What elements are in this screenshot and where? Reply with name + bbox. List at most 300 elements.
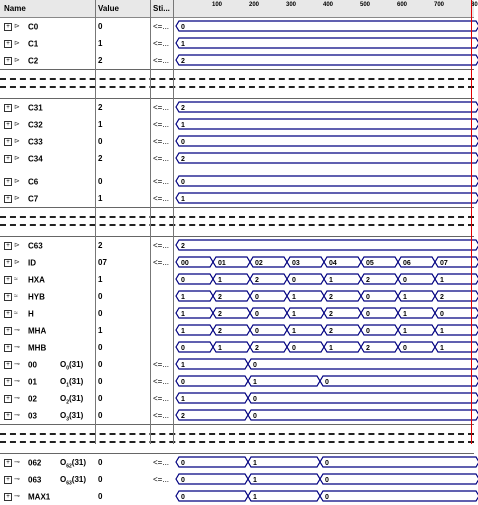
signal-waveform[interactable]	[174, 18, 474, 35]
signal-name-cell	[4, 373, 94, 390]
formula-symbol: O	[60, 394, 67, 403]
column-divider[interactable]	[95, 0, 96, 444]
signal-name-cell	[4, 52, 94, 69]
signal-name-cell	[4, 237, 94, 254]
waveform-value-label: 1	[181, 122, 185, 129]
signal-value: 07	[98, 258, 107, 267]
formula-symbol: O	[60, 377, 67, 386]
signal-name: C0	[28, 22, 39, 32]
signal-name-cell	[4, 407, 94, 424]
waveform-value-label: 0	[292, 277, 296, 284]
waveform-segment	[320, 376, 478, 386]
signal-name-cell	[4, 488, 94, 505]
formula-subscript: 63	[66, 480, 72, 487]
input-icon: ⊳	[14, 242, 20, 250]
stimulus-cell[interactable]: <=...	[153, 241, 170, 250]
timeline-tick-label: 100	[212, 2, 223, 8]
waveform-value-label: 2	[218, 294, 222, 301]
stimulus-cell[interactable]: <=...	[153, 103, 170, 112]
stimulus-cell[interactable]: <=...	[153, 56, 170, 65]
expand-toggle-icon[interactable]: +	[4, 361, 12, 369]
signal-name-cell	[4, 254, 94, 271]
signal-name-cell	[4, 150, 94, 167]
stimulus-cell[interactable]	[151, 322, 173, 339]
input-icon: ⊳	[14, 138, 20, 146]
signal-value: 2	[98, 56, 103, 65]
internal-icon: ≈	[14, 310, 18, 318]
signal-name-cell	[4, 173, 94, 190]
input-icon: ⊳	[14, 40, 20, 48]
waveform-segment	[320, 474, 478, 484]
signal-value: 2	[98, 154, 103, 163]
formula-argument: (31)	[69, 394, 84, 403]
signal-waveform[interactable]	[174, 190, 474, 207]
waveform-value-label: 0	[403, 277, 407, 284]
collapsed-signal-gap	[0, 69, 474, 99]
waveform-value-label: 2	[181, 105, 185, 112]
waveform-segment	[176, 176, 478, 186]
time-cursor[interactable]	[471, 0, 472, 444]
expand-toggle-icon[interactable]: +	[4, 104, 12, 112]
expand-toggle-icon[interactable]: +	[4, 155, 12, 163]
signal-name: 01	[28, 377, 37, 387]
output-icon: ⊸	[14, 476, 20, 484]
signal-name: C2	[28, 56, 39, 66]
formula-symbol: O	[60, 411, 67, 420]
signal-value: 0	[98, 411, 103, 420]
waveform-value-label: 0	[325, 494, 329, 501]
signal-waveform[interactable]	[174, 99, 474, 116]
formula-argument: (31)	[71, 458, 87, 467]
signal-name-cell	[4, 339, 94, 356]
waveform-segment	[248, 410, 478, 420]
stimulus-cell[interactable]	[151, 339, 173, 356]
waveform-value-label: 0	[253, 413, 257, 420]
timeline-ruler[interactable]	[174, 0, 478, 17]
gap-dashed-line	[0, 86, 474, 88]
signal-name-cell	[4, 322, 94, 339]
waveform-value-label: 0	[403, 345, 407, 352]
timeline-tick-label: 500	[360, 2, 371, 8]
waveform-segment	[248, 376, 320, 386]
waveform-segment	[176, 240, 478, 250]
expand-toggle-icon[interactable]: +	[4, 242, 12, 250]
formula-subscript: 62	[66, 463, 72, 470]
internal-icon: ≈	[14, 276, 18, 284]
waveform-value-label: 1	[253, 379, 257, 386]
stimulus-cell[interactable]: <=...	[153, 475, 170, 484]
collapsed-signal-gap	[0, 207, 474, 237]
signal-name: HXA	[28, 275, 45, 285]
signal-value: 2	[98, 241, 103, 250]
stimulus-cell[interactable]: <=...	[153, 22, 170, 31]
waveform-value-label: 2	[181, 58, 185, 65]
internal-icon: ≈	[14, 293, 18, 301]
waveform-value-label: 2	[218, 328, 222, 335]
waveform-value-label: 1	[218, 277, 222, 284]
waveform-value-label: 02	[255, 260, 263, 267]
waveform-value-label: 1	[440, 277, 444, 284]
signal-name-cell	[4, 99, 94, 116]
formula-subscript: 2	[66, 399, 70, 406]
waveform-segment	[320, 457, 478, 467]
signal-value: 0	[98, 492, 103, 501]
signal-name: 062	[28, 458, 42, 468]
waveform-value-label: 2	[366, 277, 370, 284]
signal-waveform[interactable]	[174, 173, 474, 190]
signal-value: 0	[98, 343, 103, 352]
waveform-value-label: 0	[181, 139, 185, 146]
signal-waveform[interactable]	[174, 356, 474, 373]
signal-value: 0	[98, 292, 103, 301]
output-icon: ⊸	[14, 493, 20, 501]
signal-waveform[interactable]	[174, 237, 474, 254]
stimulus-cell[interactable]: <=...	[153, 377, 170, 386]
output-icon: ⊸	[14, 412, 20, 420]
signal-name-cell	[4, 305, 94, 322]
waveform-value-label: 1	[440, 345, 444, 352]
signal-value: 1	[98, 194, 103, 203]
signal-name-cell	[4, 471, 94, 488]
waveform-value-label: 2	[181, 156, 185, 163]
signal-waveform[interactable]	[174, 52, 474, 69]
formula-subscript: 0	[66, 365, 70, 372]
waveform-value-label: 0	[440, 311, 444, 318]
expand-toggle-icon[interactable]: +	[4, 276, 12, 284]
waveform-segment	[248, 457, 320, 467]
waveform-value-label: 0	[181, 277, 185, 284]
waveform-segment	[248, 491, 320, 501]
expand-toggle-icon[interactable]: +	[4, 459, 12, 467]
input-icon: ⊳	[14, 178, 20, 186]
expand-toggle-icon[interactable]: +	[4, 195, 12, 203]
waveform-segment	[176, 119, 478, 129]
stimulus-cell[interactable]: <=...	[153, 411, 170, 420]
timeline-tick-label: 600	[397, 2, 408, 8]
expand-toggle-icon[interactable]: +	[4, 493, 12, 501]
waveform-value-label: 0	[181, 345, 185, 352]
collapsed-signal-gap	[0, 424, 474, 454]
signal-name: H	[28, 309, 34, 319]
waveform-value-label: 2	[181, 243, 185, 250]
stimulus-cell[interactable]: <=...	[153, 394, 170, 403]
waveform-value-label: 1	[403, 311, 407, 318]
waveform-value-label: 0	[325, 379, 329, 386]
waveform-value-label: 2	[218, 311, 222, 318]
output-icon: ⊸	[14, 327, 20, 335]
formula-argument: (31)	[71, 475, 87, 484]
waveform-value-label: 05	[366, 260, 374, 267]
output-icon: ⊸	[14, 378, 20, 386]
waveform-value-label: 0	[325, 460, 329, 467]
stimulus-cell[interactable]: <=...	[153, 137, 170, 146]
waveform-segment	[176, 136, 478, 146]
expand-toggle-icon[interactable]: +	[4, 259, 12, 267]
waveform-value-label: 0	[366, 328, 370, 335]
timeline-tick-label: 200	[249, 2, 260, 8]
timeline-tick-label: 400	[323, 2, 334, 8]
waveform-value-label: 1	[292, 328, 296, 335]
waveform-value-label: 2	[329, 294, 333, 301]
waveform-value-label: 1	[253, 494, 257, 501]
signal-name: C33	[28, 137, 43, 147]
waveform-value-label: 01	[218, 260, 226, 267]
signal-value: 0	[98, 22, 103, 31]
expand-toggle-icon[interactable]: +	[4, 23, 12, 31]
waveform-segment	[176, 491, 248, 501]
signal-name-cell	[4, 35, 94, 52]
input-icon: ⊳	[14, 104, 20, 112]
waveform-value-label: 0	[181, 24, 185, 31]
waveform-value-label: 1	[292, 294, 296, 301]
signal-name-cell	[4, 190, 94, 207]
signal-name-cell	[4, 133, 94, 150]
signal-value: 0	[98, 458, 103, 467]
stimulus-cell[interactable]: <=...	[153, 39, 170, 48]
signal-name: ID	[28, 258, 36, 268]
formula-argument: (31)	[69, 377, 84, 386]
expand-toggle-icon[interactable]: +	[4, 395, 12, 403]
stimulus-cell[interactable]	[151, 271, 173, 288]
signal-waveform[interactable]	[174, 133, 474, 150]
expand-toggle-icon[interactable]: +	[4, 57, 12, 65]
timeline-tick-label: 300	[286, 2, 297, 8]
waveform-value-label: 1	[181, 362, 185, 369]
signal-name: 02	[28, 394, 37, 404]
signal-waveform[interactable]	[174, 471, 474, 488]
signal-name: MHA	[28, 326, 47, 336]
expand-toggle-icon[interactable]: +	[4, 178, 12, 186]
stimulus-cell[interactable]: <=...	[153, 258, 170, 267]
signal-name: 00	[28, 360, 37, 370]
value-column-header[interactable]: Value	[98, 4, 119, 13]
input-icon: ⊳	[14, 57, 20, 65]
input-icon: ⊳	[14, 195, 20, 203]
waveform-segment	[248, 474, 320, 484]
signal-waveform[interactable]	[174, 288, 474, 305]
signal-name: C7	[28, 194, 39, 204]
column-divider[interactable]	[150, 0, 151, 444]
signal-waveform[interactable]	[174, 488, 474, 505]
waveform-value-label: 2	[181, 413, 185, 420]
waveform-value-label: 2	[255, 277, 259, 284]
signal-name-cell	[4, 271, 94, 288]
signal-name-cell	[4, 390, 94, 407]
formula-argument: (31)	[69, 360, 84, 369]
waveform-value-label: 03	[292, 260, 300, 267]
output-icon: ⊸	[14, 459, 20, 467]
formula-symbol: O	[60, 458, 67, 467]
waveform-value-label: 04	[329, 260, 337, 267]
waveform-value-label: 1	[403, 294, 407, 301]
expand-toggle-icon[interactable]: +	[4, 40, 12, 48]
signal-value: 0	[98, 177, 103, 186]
waveform-segment	[176, 410, 248, 420]
signal-value: 0	[98, 377, 103, 386]
waveform-segment	[320, 491, 478, 501]
waveform-segment	[176, 153, 478, 163]
expand-toggle-icon[interactable]: +	[4, 476, 12, 484]
waveform-segment	[176, 55, 478, 65]
waveform-value-label: 1	[181, 396, 185, 403]
signal-waveform[interactable]	[174, 373, 474, 390]
signal-name: C63	[28, 241, 43, 251]
timeline-tick-label: 700	[434, 2, 445, 8]
waveform-value-label: 1	[329, 277, 333, 284]
waveform-value-label: 0	[292, 345, 296, 352]
signal-waveform[interactable]	[174, 322, 474, 339]
signal-waveform[interactable]	[174, 390, 474, 407]
signal-name: MAX1	[28, 492, 51, 502]
waveform-value-label: 1	[181, 196, 185, 203]
waveform-value-label: 00	[181, 260, 189, 267]
gap-dashed-line	[0, 216, 474, 218]
timeline-tick-label: 80	[471, 2, 478, 8]
expand-toggle-icon[interactable]: +	[4, 121, 12, 129]
signal-value: 2	[98, 103, 103, 112]
waveform-value-label: 2	[329, 311, 333, 318]
output-icon: ⊸	[14, 344, 20, 352]
waveform-segment	[176, 193, 478, 203]
waveform-value-label: 2	[255, 345, 259, 352]
stimulus-cell[interactable]	[151, 305, 173, 322]
waveform-value-label: 0	[253, 362, 257, 369]
signal-waveform[interactable]	[174, 454, 474, 471]
stimulus-cell[interactable]	[151, 288, 173, 305]
waveform-segment	[248, 359, 478, 369]
expand-toggle-icon[interactable]: +	[4, 412, 12, 420]
signal-waveform[interactable]	[174, 116, 474, 133]
waveform-value-label: 1	[181, 41, 185, 48]
header-row	[0, 0, 478, 18]
signal-waveform[interactable]	[174, 339, 474, 356]
waveform-value-label: 0	[181, 179, 185, 186]
input-icon: ⊳	[14, 155, 20, 163]
signal-waveform[interactable]	[174, 254, 474, 271]
waveform-value-label: 0	[255, 294, 259, 301]
waveform-value-label: 1	[403, 328, 407, 335]
signal-name: C31	[28, 103, 43, 113]
stimulus-cell[interactable]	[151, 488, 173, 505]
expand-toggle-icon[interactable]: +	[4, 293, 12, 301]
signal-value: 1	[98, 326, 103, 335]
output-icon: ⊸	[14, 395, 20, 403]
waveform-value-label: 2	[440, 294, 444, 301]
waveform-value-label: 0	[181, 477, 185, 484]
signal-value: 0	[98, 137, 103, 146]
waveform-value-label: 0	[366, 294, 370, 301]
signal-name-cell	[4, 18, 94, 35]
signal-value: 1	[98, 120, 103, 129]
waveform-segment	[176, 457, 248, 467]
signal-waveform[interactable]	[174, 407, 474, 424]
name-column-header[interactable]: Name	[4, 4, 26, 13]
signal-name: HYB	[28, 292, 45, 302]
waveform-value-label: 0	[181, 460, 185, 467]
waveform-value-label: 0	[253, 396, 257, 403]
signal-name: 03	[28, 411, 37, 421]
signal-waveform[interactable]	[174, 35, 474, 52]
input-icon: ⊳	[14, 259, 20, 267]
signal-waveform[interactable]	[174, 150, 474, 167]
input-icon: ⊳	[14, 23, 20, 31]
waveform-value-label: 1	[181, 294, 185, 301]
stimulus-cell[interactable]: <=...	[153, 120, 170, 129]
gap-dashed-line	[0, 78, 474, 80]
waveform-value-label: 1	[253, 477, 257, 484]
waveform-value-label: 06	[403, 260, 411, 267]
signal-value: 0	[98, 475, 103, 484]
waveform-value-label: 0	[181, 494, 185, 501]
signal-name: C6	[28, 177, 39, 187]
waveform-value-label: 0	[366, 311, 370, 318]
waveform-value-label: 1	[253, 460, 257, 467]
signal-waveform[interactable]	[174, 271, 474, 288]
formula-subscript: 3	[66, 416, 70, 423]
stimulus-cell[interactable]: <=...	[153, 360, 170, 369]
waveform-segment	[176, 38, 478, 48]
waveform-segment	[176, 376, 248, 386]
signal-name-cell	[4, 356, 94, 373]
stimulus-cell[interactable]: <=...	[153, 177, 170, 186]
signal-name: C34	[28, 154, 43, 164]
expand-toggle-icon[interactable]: +	[4, 310, 12, 318]
stimulus-column-header[interactable]: Sti...	[153, 4, 170, 13]
formula-argument: (31)	[69, 411, 84, 420]
signal-name-cell	[4, 116, 94, 133]
expand-toggle-icon[interactable]: +	[4, 344, 12, 352]
gap-dashed-line	[0, 224, 474, 226]
formula-symbol: O	[60, 360, 67, 369]
signal-value: 1	[98, 39, 103, 48]
signal-waveform[interactable]	[174, 305, 474, 322]
waveform-value-label: 0	[255, 328, 259, 335]
waveform-value-label: 2	[366, 345, 370, 352]
signal-name: C1	[28, 39, 39, 49]
stimulus-cell[interactable]: <=...	[153, 154, 170, 163]
expand-toggle-icon[interactable]: +	[4, 138, 12, 146]
waveform-value-label: 07	[440, 260, 448, 267]
signal-value: 0	[98, 309, 103, 318]
expand-toggle-icon[interactable]: +	[4, 378, 12, 386]
signal-value: 1	[98, 275, 103, 284]
expand-toggle-icon[interactable]: +	[4, 327, 12, 335]
signal-name: C32	[28, 120, 43, 130]
stimulus-cell[interactable]: <=...	[153, 194, 170, 203]
waveform-value-label: 0	[325, 477, 329, 484]
signal-name-cell	[4, 288, 94, 305]
waveform-value-label: 1	[440, 328, 444, 335]
waveform-value-label: 1	[181, 328, 185, 335]
waveform-value-label: 1	[218, 345, 222, 352]
gap-dashed-line	[0, 433, 474, 435]
waveform-value-label: 0	[255, 311, 259, 318]
signal-name-cell	[4, 454, 94, 471]
waveform-segment	[176, 102, 478, 112]
output-icon: ⊸	[14, 361, 20, 369]
waveform-segment	[176, 21, 478, 31]
waveform-value-label: 1	[181, 311, 185, 318]
column-divider[interactable]	[173, 0, 174, 444]
stimulus-cell[interactable]: <=...	[153, 458, 170, 467]
waveform-value-label: 0	[181, 379, 185, 386]
signal-value: 0	[98, 394, 103, 403]
gap-dashed-line	[0, 441, 474, 443]
waveform-segment	[176, 393, 248, 403]
signal-name: MHB	[28, 343, 47, 353]
formula-symbol: O	[60, 475, 67, 484]
waveform-value-label: 1	[292, 311, 296, 318]
